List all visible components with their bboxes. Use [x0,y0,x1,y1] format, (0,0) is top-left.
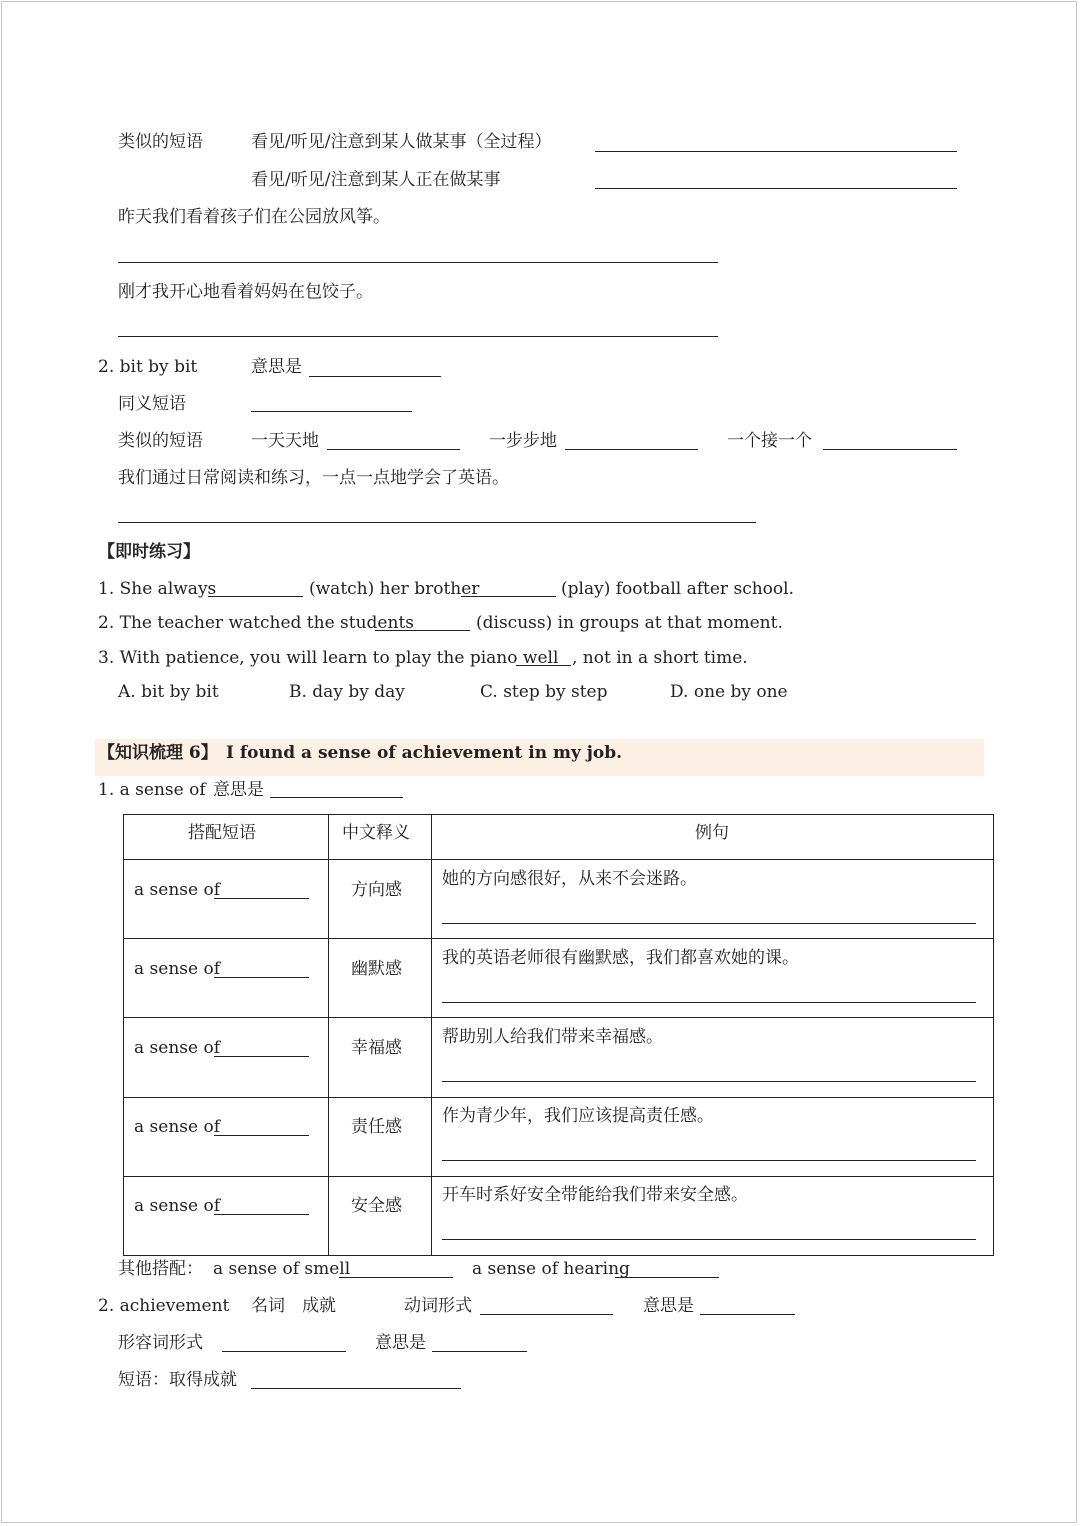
table-row-example: 帮助别人给我们带来幸福感。 [442,1027,663,1047]
question-1-part-c: (play) football after school. [561,579,794,599]
noun-meaning: 名词 成就 [251,1296,336,1316]
answer-blank[interactable] [461,596,556,597]
translate-sentence-2: 刚才我开心地看着妈妈在包饺子。 [118,282,373,302]
answer-blank[interactable] [823,449,957,450]
similar-phrases-label-2: 类似的短语 [118,431,203,451]
option-b[interactable]: B. day by day [289,682,405,702]
translation-blank[interactable] [118,522,756,523]
item-a-sense-of: 1. a sense of [98,780,206,800]
answer-blank[interactable] [339,1277,453,1278]
question-3-part-b: , not in a short time. [572,648,748,668]
answer-blank[interactable] [214,1135,309,1136]
answer-blank[interactable] [595,188,957,189]
question-1-part-b: (watch) her brother [309,579,480,599]
practice-heading: 【即时练习】 [98,542,200,562]
answer-blank[interactable] [615,1277,719,1278]
step-by-step-cn: 一步步地 [489,431,557,451]
item-bit-by-bit: 2. bit by bit [98,357,198,377]
option-a[interactable]: A. bit by bit [118,682,219,702]
answer-blank[interactable] [214,977,309,978]
translation-blank[interactable] [442,1002,976,1003]
table-row-phrase: a sense of [134,959,220,979]
translate-sentence-3: 我们通过日常阅读和练习，一点一点地学会了英语。 [118,468,509,488]
table-row-meaning: 幽默感 [351,959,402,979]
table-row-meaning: 责任感 [351,1117,402,1137]
day-by-day-cn: 一天天地 [251,431,319,451]
similar-phrases-label: 类似的短语 [118,132,203,152]
translation-blank[interactable] [442,1239,976,1240]
translation-blank[interactable] [442,1160,976,1161]
translation-blank[interactable] [442,923,976,924]
table-row-example: 她的方向感很好，从来不会迷路。 [442,869,697,889]
answer-blank[interactable] [214,1056,309,1057]
table-header-meaning: 中文释义 [342,823,410,843]
other-collocations-label: 其他搭配： [118,1259,203,1279]
answer-blank[interactable] [565,449,698,450]
table-header-example: 例句 [695,823,729,843]
table-row-meaning: 安全感 [351,1196,402,1216]
translate-sentence-1: 昨天我们看着孩子们在公园放风筝。 [118,207,390,227]
table-row-meaning: 方向感 [351,880,402,900]
meaning-label: 意思是 [375,1333,426,1353]
table-row-meaning: 幸福感 [351,1038,402,1058]
answer-blank[interactable] [251,1388,461,1389]
sense-of-smell: a sense of smell [213,1259,351,1279]
answer-blank[interactable] [432,1351,527,1352]
item-achievement: 2. achievement [98,1296,230,1316]
section-6-heading-en: I found a sense of achievement in my job. [226,743,623,763]
phrase-line-1: 看见/听见/注意到某人做某事（全过程） [251,132,552,152]
meaning-label: 意思是 [213,780,264,800]
option-c[interactable]: C. step by step [480,682,608,702]
answer-blank[interactable] [516,665,571,666]
table-row-phrase: a sense of [134,880,220,900]
answer-blank[interactable] [214,898,309,899]
table-row-phrase: a sense of [134,1038,220,1058]
table-row-example: 开车时系好安全带能给我们带来安全感。 [442,1185,748,1205]
answer-blank[interactable] [595,151,957,152]
table-row-phrase: a sense of [134,1117,220,1137]
synonym-label: 同义短语 [118,394,186,414]
answer-blank[interactable] [214,1214,309,1215]
answer-blank[interactable] [480,1314,613,1315]
answer-blank[interactable] [222,1351,346,1352]
section-6-heading-cn: 【知识梳理 6】 [98,743,218,763]
meaning-label: 意思是 [643,1296,694,1316]
table-row-example: 我的英语老师很有幽默感，我们都喜欢她的课。 [442,948,799,968]
answer-blank[interactable] [700,1314,795,1315]
translation-blank[interactable] [118,336,718,337]
question-3-part-a: 3. With patience, you will learn to play the piano well [98,648,559,668]
answer-blank[interactable] [309,376,441,377]
table-row-phrase: a sense of [134,1196,220,1216]
sense-of-hearing: a sense of hearing [472,1259,630,1279]
option-d[interactable]: D. one by one [670,682,788,702]
answer-blank[interactable] [327,449,460,450]
translation-blank[interactable] [442,1081,976,1082]
table-row-example: 作为青少年，我们应该提高责任感。 [442,1106,714,1126]
table-header-phrase: 搭配短语 [188,823,256,843]
answer-blank[interactable] [270,797,403,798]
phrase-label: 短语：取得成就 [118,1370,237,1390]
question-2-part-a: 2. The teacher watched the students [98,613,414,633]
answer-blank[interactable] [251,411,412,412]
translation-blank[interactable] [118,262,718,263]
answer-blank[interactable] [375,630,470,631]
adj-form-label: 形容词形式 [118,1333,203,1353]
meaning-label: 意思是 [251,357,302,377]
answer-blank[interactable] [208,596,303,597]
one-by-one-cn: 一个接一个 [727,431,812,451]
verb-form-label: 动词形式 [404,1296,472,1316]
phrase-line-2: 看见/听见/注意到某人正在做某事 [251,170,501,190]
question-1-part-a: 1. She always [98,579,217,599]
question-2-part-b: (discuss) in groups at that moment. [476,613,783,633]
